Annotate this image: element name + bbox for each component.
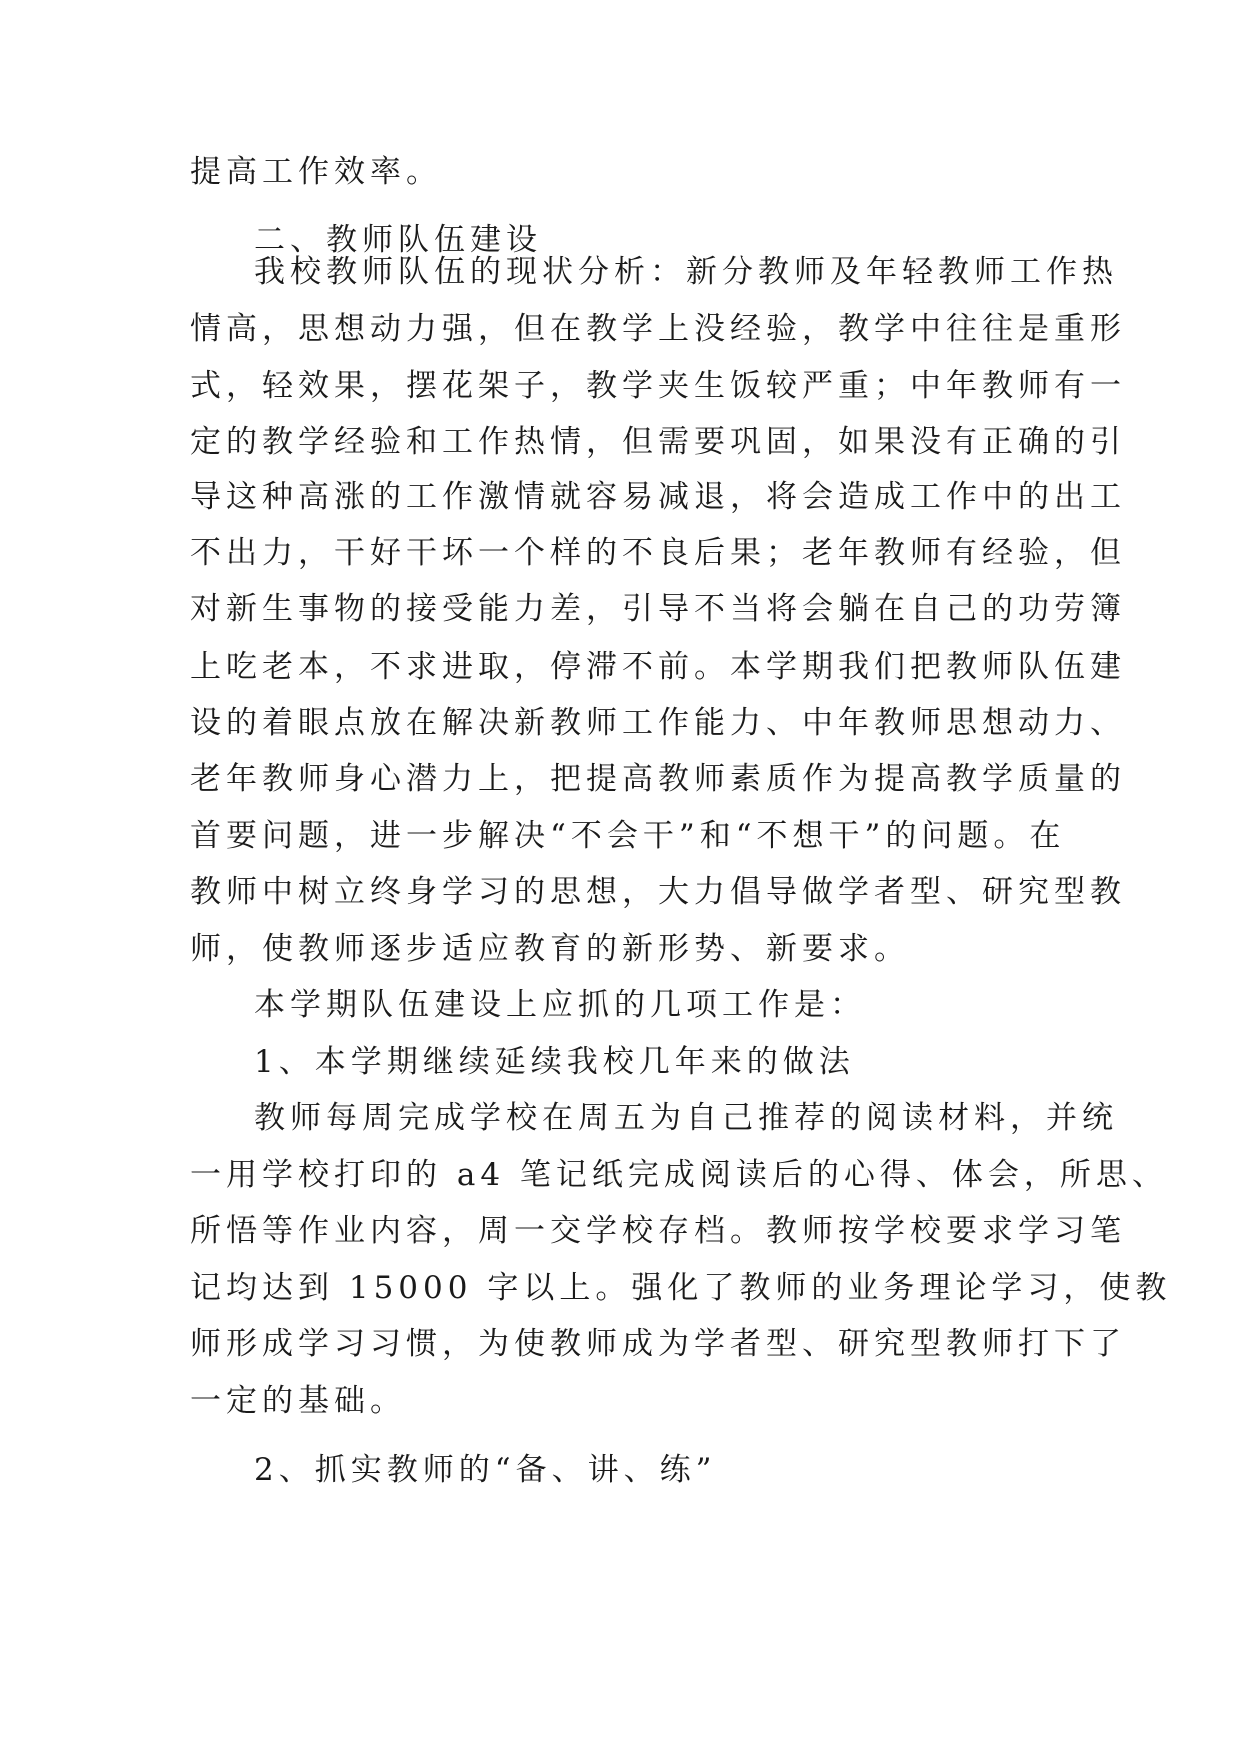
paragraph-line: 首要问题，进一步解决“不会干”和“不想干”的问题。在 xyxy=(190,818,1066,854)
paragraph-line: 教师每周完成学校在周五为自己推荐的阅读材料，并统 xyxy=(254,1100,1118,1136)
paragraph-line: 所悟等作业内容，周一交学校存档。教师按学校要求学习笔 xyxy=(190,1213,1126,1249)
subsection-heading: 1、本学期继续延续我校几年来的做法 xyxy=(254,1044,855,1080)
paragraph-line: 教师中树立终身学习的思想，大力倡导做学者型、研究型教 xyxy=(190,874,1126,910)
paragraph-line: 提高工作效率。 xyxy=(190,154,442,190)
paragraph-line: 记均达到 15000 字以上。强化了教师的业务理论学习，使教 xyxy=(190,1270,1172,1306)
paragraph-line: 定的教学经验和工作热情，但需要巩固，如果没有正确的引 xyxy=(190,424,1126,460)
paragraph-line: 导这种高涨的工作激情就容易减退，将会造成工作中的出工 xyxy=(190,479,1126,515)
section-heading: 二、教师队伍建设 xyxy=(254,222,542,258)
paragraph-line: 设的着眼点放在解决新教师工作能力、中年教师思想动力、 xyxy=(190,705,1126,741)
paragraph-line: 我校教师队伍的现状分析：新分教师及年轻教师工作热 xyxy=(254,254,1118,290)
paragraph-line: 本学期队伍建设上应抓的几项工作是： xyxy=(254,987,866,1023)
paragraph-line: 师形成学习习惯，为使教师成为学者型、研究型教师打下了 xyxy=(190,1326,1126,1362)
paragraph-line: 不出力，干好干坏一个样的不良后果；老年教师有经验，但 xyxy=(190,535,1126,571)
paragraph-line: 一定的基础。 xyxy=(190,1383,406,1419)
paragraph-line: 情高，思想动力强，但在教学上没经验，教学中往往是重形 xyxy=(190,311,1126,347)
paragraph-line: 师，使教师逐步适应教育的新形势、新要求。 xyxy=(190,931,910,967)
paragraph-line: 上吃老本，不求进取，停滞不前。本学期我们把教师队伍建 xyxy=(190,649,1126,685)
paragraph-line: 一用学校打印的 a4 笔记纸完成阅读后的心得、体会，所思、 xyxy=(190,1157,1168,1193)
paragraph-line: 式，轻效果，摆花架子，教学夹生饭较严重；中年教师有一 xyxy=(190,368,1126,404)
paragraph-line: 对新生事物的接受能力差，引导不当将会躺在自己的功劳簿 xyxy=(190,591,1126,627)
subsection-heading: 2、抓实教师的“备、讲、练” xyxy=(254,1452,717,1488)
paragraph-line: 老年教师身心潜力上，把提高教师素质作为提高教学质量的 xyxy=(190,761,1126,797)
